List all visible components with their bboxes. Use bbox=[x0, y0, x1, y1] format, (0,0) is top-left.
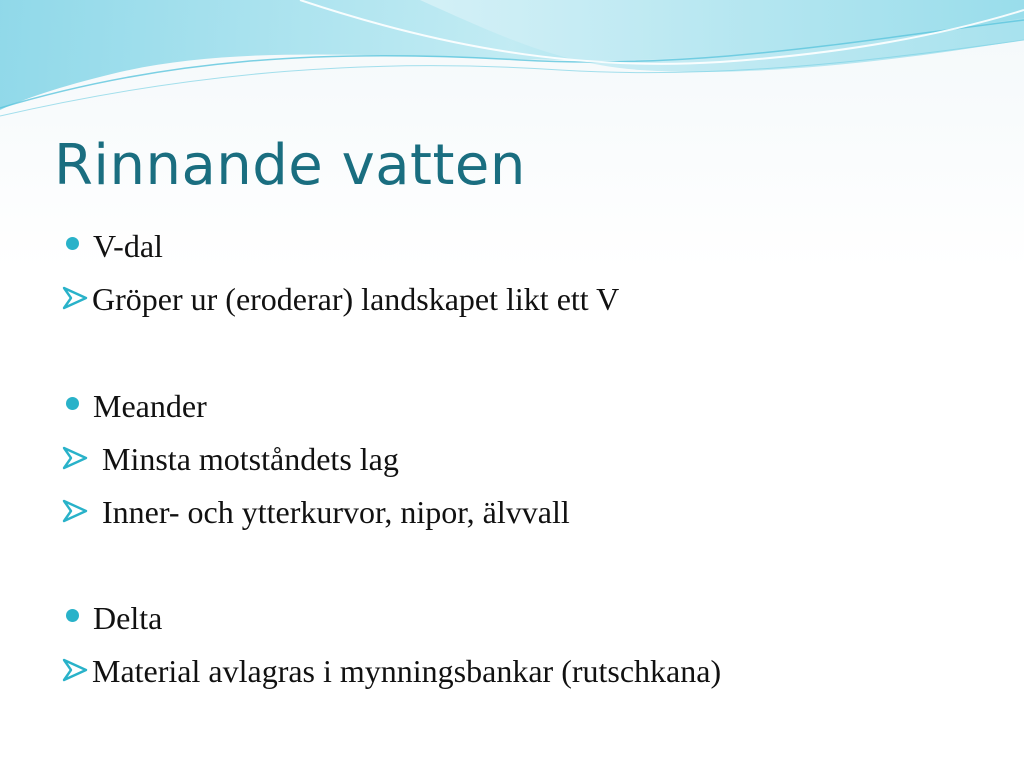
list-item-text: Gröper ur (eroderar) landskapet likt ett V bbox=[92, 280, 620, 317]
list-item-text: Material avlagras i mynningsbankar (rutschkana) bbox=[92, 652, 722, 689]
list-item-text: Inner- och ytterkurvor, nipor, älvvall bbox=[102, 493, 570, 530]
dot-bullet-icon bbox=[66, 609, 79, 622]
list-item bbox=[62, 492, 570, 532]
list-item-text: Meander bbox=[93, 387, 207, 424]
list-item bbox=[62, 598, 162, 638]
dot-bullet-icon bbox=[66, 237, 79, 250]
list-item-text: V-dal bbox=[93, 227, 163, 264]
arrow-bullet-icon bbox=[62, 446, 88, 470]
list-item bbox=[62, 279, 619, 319]
arrow-bullet-icon bbox=[62, 499, 88, 523]
list-item-text: Minsta motståndets lag bbox=[102, 440, 399, 477]
arrow-bullet-icon bbox=[62, 286, 88, 310]
dot-bullet-icon bbox=[66, 397, 79, 410]
list-item bbox=[62, 386, 207, 426]
list-item bbox=[62, 439, 399, 479]
wave-decoration bbox=[0, 0, 1024, 130]
arrow-bullet-icon bbox=[62, 658, 88, 682]
list-item bbox=[62, 651, 721, 691]
slide-title: Rinnande vatten bbox=[54, 133, 526, 198]
list-item bbox=[62, 226, 163, 266]
list-item-text: Delta bbox=[93, 599, 163, 636]
